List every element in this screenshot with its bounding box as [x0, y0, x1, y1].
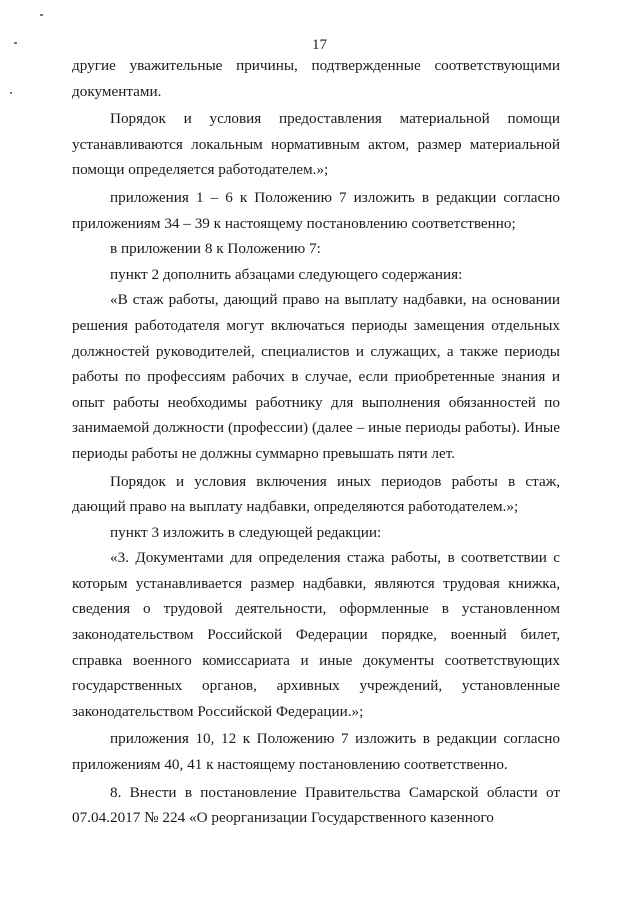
paragraph-appendices-1-6: приложения 1 – 6 к Положению 7 изложить в редакции согласно приложениям 34 – 39 к настоящему постановлению соответственно; — [72, 188, 560, 232]
paragraph-order-inclusion: Порядок и условия включения иных периодов работы в стаж, дающий право на выплату надбавки, определяются работодателем.»; — [72, 472, 560, 516]
document-body — [72, 53, 560, 831]
scan-speck — [40, 14, 43, 16]
paragraph-item-8: 8. Внести в постановление Правительства Самарской области от 07.04.2017 № 224 «О реорганизации Государственного казенного — [72, 783, 560, 827]
paragraph-point-2-intro: пункт 2 дополнить абзацами следующего содержания: — [110, 265, 463, 283]
paragraph-point-3-intro: пункт 3 изложить в следующей редакции: — [110, 523, 382, 541]
page-number: 17 — [312, 37, 327, 53]
scan-speck — [10, 92, 12, 94]
paragraph-continuation: другие уважительные причины, подтвержденные соответствующими документами. — [72, 57, 560, 100]
paragraph-point-3-text: «3. Документами для определения стажа работы, в соответствии с которым устанавливается размер надбавки, являются трудовая книжка, сведения о трудовой деятельности, оформленные в установленном законодательством Российской Федерации порядке, военный билет, справка военного комиссариата и иные документы соответствующих государственных органов, архивных учреждений, установленные законодательством Российской Федерации.»; — [72, 549, 560, 720]
paragraph-seniority-inclusion: «В стаж работы, дающий право на выплату надбавки, на основании решения работодателя могут включаться периоды замещения отдельных должностей руководителей, специалистов и служащих, а также периоды работы по профессиям рабочих в случае, если приобретенные знания и опыт работы необходимы работнику для выполнения обязанностей по занимаемой должности (профессии) (далее – иные периоды работы). Иные периоды работы не должны суммарно превышать пяти лет. — [72, 291, 560, 462]
paragraph-appendix-8-intro: в приложении 8 к Положению 7: — [110, 240, 321, 258]
paragraph-appendices-10-12: приложения 10, 12 к Положению 7 изложить в редакции согласно приложениям 40, 41 к настоящему постановлению соответственно. — [72, 730, 560, 774]
paragraph-order-material-aid: Порядок и условия предоставления материальной помощи устанавливаются локальным нормативным актом, размер материальной помощи определяется работодателем.»; — [72, 110, 560, 179]
